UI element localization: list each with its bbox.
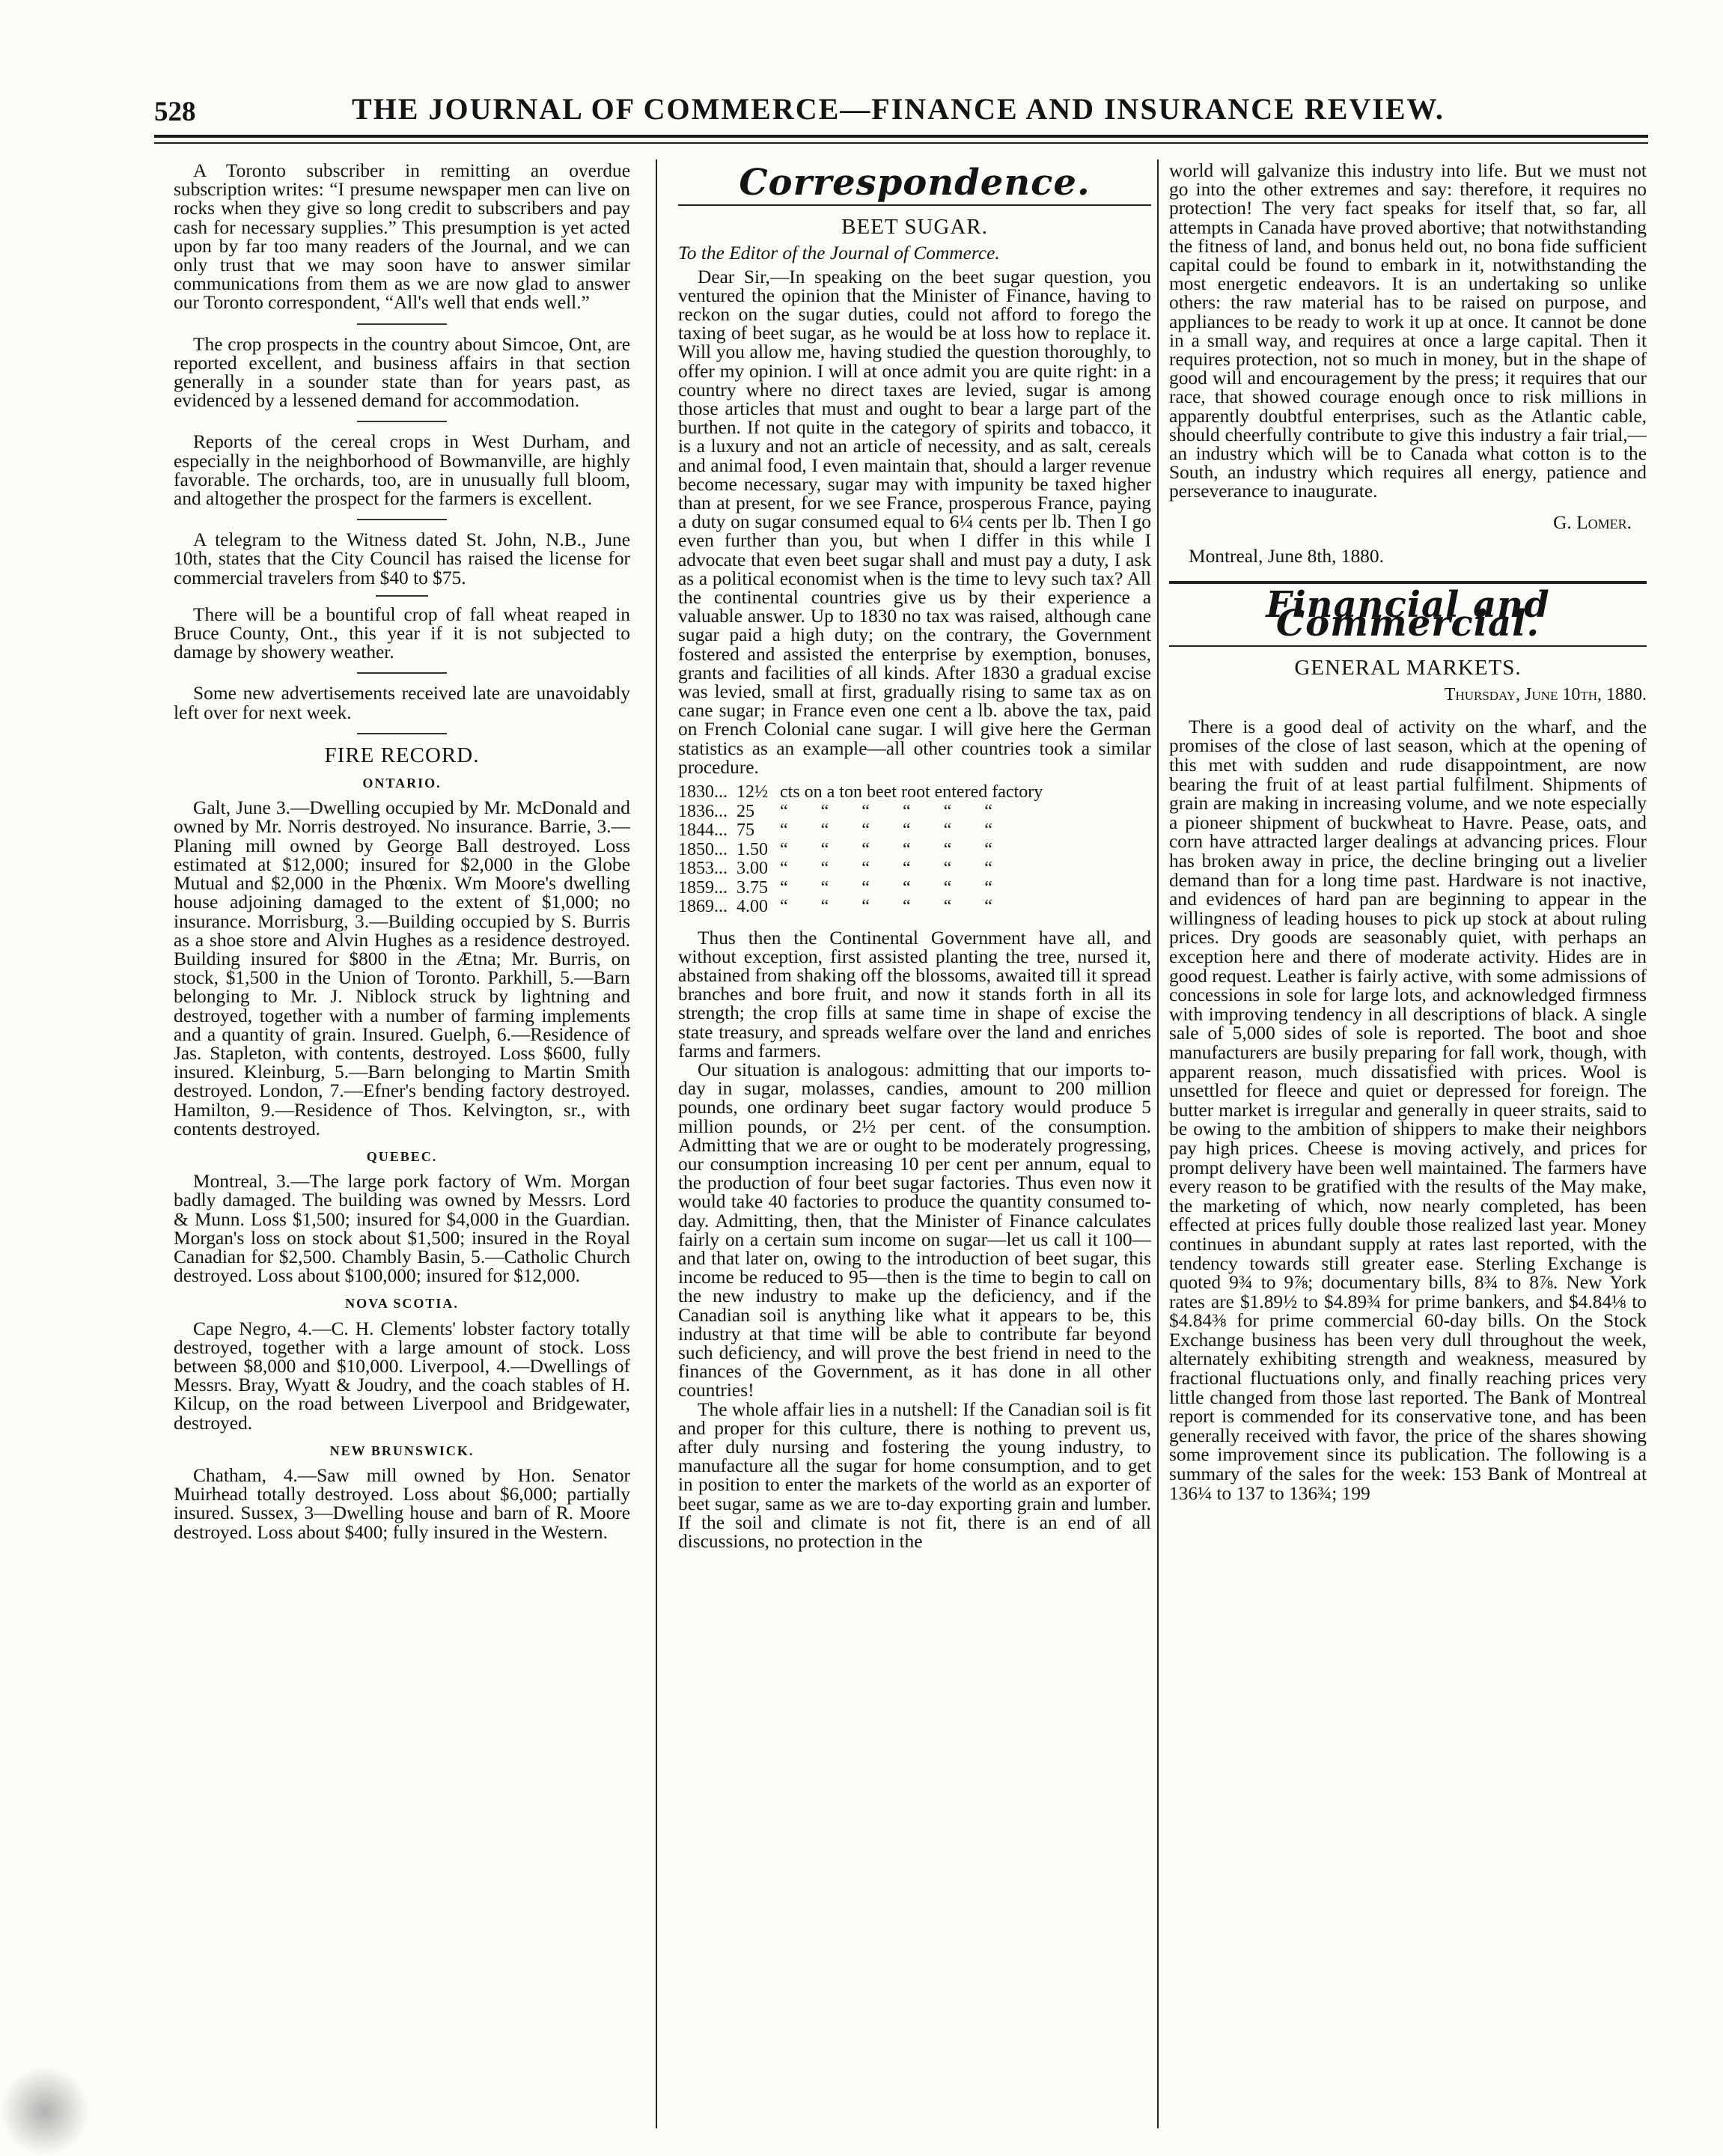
durham-crop-note: Reports of the cereal crops in West Durham, and especially in the neighborhood of Bowmanville, are highly favorable. The orchards, too, are in unusually full bloom, and altogether the prospect for the farmers is excellent. <box>174 431 630 510</box>
beet-sugar-continued: world will galvanize this industry into life. But we must not go into the other extremes and say: therefore, it requires no protection! The very fact speaks for itself that, so far, all attempts in Canada have proved abortive; that notwithstanding the fitness of land, and bonus held out, no bona fide sufficient capital could be found to embark in it, notwithstanding the most energetic endeavors. It is an undertaking so unlike others: the raw material has to be raised on purpose, and appliances to be ready to work it up at once. It cannot be done in a small way, and requires at once a large capital. Then it requires protection, not so much in money, but in the shape of good will and encouragement by the press; it requires that our race, that showed courage enough once to risk millions in apparently doubtful enterprises, such as the Atlantic cable, should cheerfully contribute to give this industry a fair trial,—an industry which will be to Canada what cotton is to the South, an industry which requires all energy, patience and perseverance to inaugurate. <box>1169 162 1647 502</box>
column-divider-right <box>1157 159 1159 2128</box>
masthead-title: THE JOURNAL OF COMMERCE—FINANCE AND INSURANCE REVIEW. <box>352 92 1445 126</box>
correspondence-title: Correspondence. <box>739 162 1091 204</box>
german-statistics-table <box>678 783 1151 917</box>
fire-record-heading: FIRE RECORD. <box>324 743 480 767</box>
column-middle <box>678 162 1151 2123</box>
nova-scotia-fire-text: Cape Negro, 4.—C. H. Clements' lobster factory totally destroyed, together with a large amount of stock. Loss between $8,000 and $10,000. Liverpool, 4.—Dwellings of Messrs. Bray, Wyatt & Joudry, and the coach stables of H. Kilcup, on the road between Liverpool and Bridgewater, destroyed. <box>174 1318 630 1434</box>
markets-date: Thursday, June 10th, 1880. <box>1444 684 1647 704</box>
table-row: 1850... 1.50 “ “ “ “ “ “ <box>678 839 992 859</box>
section-rule <box>678 204 1151 206</box>
beet-sugar-paragraph-2: Thus then the Continental Government have all, and without exception, first assisted planting the tree, nursed it, abstained from shaking off the blossoms, awaited till it spread branches and bore fruit, and now it stands forth in all its strength; the crop fills at same time in shape of excise the state treasury, and spreads welfare over the land and enriches farms and farmers. <box>678 927 1151 1062</box>
bruce-wheat-note: There will be a bountiful crop of fall wheat reaped in Bruce County, Ont., this year if it is not subjected to damage by showery weather. <box>174 603 630 663</box>
separator <box>376 595 428 597</box>
financial-commercial-title: Financial and Commercial. <box>1266 584 1550 645</box>
table-row: 1836... 25 “ “ “ “ “ “ <box>678 801 992 821</box>
column-left <box>174 162 630 2123</box>
simcoe-crop-note: The crop prospects in the country about Simcoe, Ont, are reported excellent, and business affairs in that section generally in a sounder state than for years past, as evidenced by a lessened demand for accommodation. <box>174 333 630 412</box>
letter-signature: G. Lomer. <box>1553 511 1632 533</box>
separator <box>357 421 447 422</box>
telegram-note: A telegram to the Witness dated St. John, N.B., June 10th, states that the City Council has raised the license for commercial travelers from $40 to $75. <box>174 529 630 588</box>
page-smudge <box>0 2066 90 2156</box>
quebec-heading: QUEBEC. <box>366 1148 438 1164</box>
page-number: 528 <box>154 97 196 127</box>
masthead-rule-top <box>154 135 1648 138</box>
subscriber-note: A Toronto subscriber in remitting an overdue subscription writes: “I presume newspaper men can live on rocks when they give so long credit to subscribers and pay cash for necessary supplies.” This presumption is yet acted upon by far too many readers of the Journal, and we can only trust that we may soon have to answer similar communications from them as we are now glad to answer our Toronto correspondent, “All's well that ends well.” <box>174 162 630 314</box>
ontario-fire-text: Galt, June 3.—Dwelling occupied by Mr. McDonald and owned by Mr. Norris destroyed. No insurance. Barrie, 3.—Planing mill owned by George Ball destroyed. Loss estimated at $12,000; insured for $2,000 in the Globe Mutual and $2,000 in the Phœnix. Wm Moore's dwelling house adjoining damaged to the extent of $1,000; no insurance. Morrisburg, 3.—Building occupied by S. Burris as a shoe store and Alvin Hughes as a residence destroyed. Building insured for $800 in the Ætna; Mr. Burris, on stock, $1,500 in the Union of Toronto. Parkhill, 5.—Barn belonging to Mr. J. Niblock struck by lightning and destroyed, together with a number of farming implements and a quantity of grain. Insured. Guelph, 6.—Residence of Jas. Stapleton, with contents, destroyed. Loss $600, fully insured. Kleinburg, 5.—Barn belonging to Martin Smith destroyed. London, 7.—Efner's bending factory destroyed. Hamilton, 9.—Residence of Thos. Kelvington, sr., with contents destroyed. <box>174 797 630 1139</box>
table-row: 1844... 75 “ “ “ “ “ “ <box>678 820 992 841</box>
section-rule <box>1169 645 1647 647</box>
separator <box>357 323 447 325</box>
to-editor-line: To the Editor of the Journal of Commerce. <box>678 243 1000 264</box>
ontario-heading: ONTARIO. <box>362 776 442 791</box>
general-markets-text: There is a good deal of activity on the wharf, and the promises of the close of last season, which at the opening of this met with sudden and rude disappointment, are now bearing the fruit of at least partial fulfilment. Shipments of grain are making in increasing volume, and we note especially a pioneer shipment of buckwheat to Havre. Pease, oats, and corn have attracted larger dealings at advancing prices. Flour has broken away in price, the decline bringing out a livelier demand than for a long time past. Hardware is not inactive, and evidences of hard pan are beginning to appear in the willingness of leading houses to pick up stock at about ruling prices. Dry goods are seasonably quiet, with perhaps an exception here and there of moderate activity. Hides are in good request. Leather is fairly active, with some admissions of concessions in sole for large lots, and acknowledged firmness with improving tendency in all descriptions of black. A single sale of 5,000 sides of sole is reported. The boot and shoe manufacturers are busily preparing for fall work, though, with apparent reason, much dissatisfied with prices. Wool is unsettled for fleece and quiet or depressed for foreign. The butter market is irregular and generally in queer straits, said to be owing to the ambition of shippers to make their neighbors pay high prices. Cheese is moving actively, and prices for prompt delivery have been well maintained. The farmers have every reason to be gratified with the results of the May make, the marketing of which, now nearly completed, has been effected at prices fully double those realized last year. Money continues in abundant supply at rates last reported, with the tendency towards still greater ease. Sterling Exchange is quoted 9¾ to 9⅞; documentary bills, 8¾ to 8⅞. New York rates are $1.89½ to $4.89¾ for prime bankers, and $4.84⅛ to $4.84⅜ for prime commercial 60-day bills. On the Stock Exchange business has been very dull throughout the week, alternately exhibiting strength and weakness, measured by fractional fluctuations only, and finally reaching prices very little changed from those last reported. The Bank of Montreal report is commended for its conservative tone, and has been generally received with favor, the price of the shares showing some improvement since its publication. The following is a summary of the sales for the week: 153 Bank of Montreal at 136¼ to 137 to 136¾; 199 <box>1169 716 1647 1504</box>
beet-sugar-paragraph-3: Our situation is analogous: admitting that our imports to-day in sugar, molasses, candies, amount to 200 million pounds, one ordinary beet sugar factory would produce 5 million pounds, or 2½ per cent. of the consumption. Admitting that we are or ought to be moderately progressing, our consumption increasing 10 per cent per annum, equal to the production of four beet sugar factories. Thus even now it would take 40 factories to produce the quantity consumed to-day. Admitting, then, that the Minister of Finance calculates fairly on a certain sum income on sugar—let us call it 100—and that later on, owing to the introduction of beet sugar, this income be reduced to 95—then is the time to begin to call on the new industry to make up the deficiency, and if the Canadian soil is anything like what it appears to be, this industry at that time will be able to contribute far beyond such deficiency, and will prove the best friend in need to the finances of the Government, as it has done in all other countries! <box>678 1059 1151 1401</box>
separator <box>357 519 447 520</box>
new-brunswick-heading: NEW BRUNSWICK. <box>329 1443 475 1458</box>
column-right <box>1169 162 1647 2123</box>
table-row: 1859... 3.75 “ “ “ “ “ “ <box>678 877 992 898</box>
quebec-fire-text: Montreal, 3.—The large pork factory of Wm. Morgan badly damaged. The building was owned by Messrs. Lord & Munn. Loss $1,500; insured for $4,000 in the Guardian. Morgan's loss on stock about $1,500; insured in the Royal Canadian for $2,500. Chambly Basin, 5.—Catholic Church destroyed. Loss about $100,000; insured for $12,000. <box>174 1171 630 1287</box>
table-row: 1869... 4.00 “ “ “ “ “ “ <box>678 897 992 917</box>
masthead-rule-bottom <box>154 142 1648 144</box>
general-markets-heading: GENERAL MARKETS. <box>1294 656 1522 680</box>
advertisements-note: Some new advertisements received late are unavoidably left over for next week. <box>174 683 630 723</box>
table-row: 1853... 3.00 “ “ “ “ “ “ <box>678 859 992 879</box>
beet-sugar-paragraph-1: Dear Sir,—In speaking on the beet sugar question, you ventured the opinion that the Minister of Finance, having to reckon on the sugar duties, could not afford to forego the taxing of beet sugar, as he would be at loss how to replace it. Will you allow me, having studied the question thoroughly, to offer my opinion. I will at once admit you are quite right: in a country where no direct taxes are levied, sugar is among those articles that must and ought to bear a large part of the burthen. If not quite in the category of spirits and tobacco, it is a luxury and not an article of necessity, and as salt, cereals and animal food, I even maintain that, should a larger revenue become necessary, sugar may with impunity be taxed higher than at present, for we see France, prosperous France, paying a duty on sugar consumed equal to 6¼ cents per lb. Then I go even further than you, but when I differ in this while I advocate that even beet sugar shall and must pay a duty, I ask as a political economist when is the time to levy such tax? All the continental countries give us by their experience a valuable answer. Up to 1830 no tax was raised, although cane sugar paid a high duty; on the contrary, the Government fostered and assisted the enterprise by exemption, bonuses, grants and facilities of all kinds. After 1830 a gradual excise was levied, small at first, gradually rising to same tax as on cane sugar; in France even one cent a lb. above the tax, paid on French Colonial cane sugar. I will give here the German statistics as an example—all other countries took a similar procedure. <box>678 266 1151 778</box>
nova-scotia-heading: NOVA SCOTIA. <box>345 1296 459 1312</box>
beet-sugar-paragraph-4: The whole affair lies in a nutshell: If the Canadian soil is fit and proper for this culture, there is nothing to prevent us, after duly nursing and fostering the young industry, to manufacture all the sugar for home consumption, and to get in position to enter the markets of the world as an exporter of beet sugar, same as we are to-day exporting grain and lumber. If the soil and climate is not fit, there is an end of all discussions, no protection in the <box>678 1398 1151 1553</box>
separator <box>357 672 447 674</box>
beet-sugar-heading: BEET SUGAR. <box>841 215 988 240</box>
separator <box>357 733 447 734</box>
table-row: 1830... 12½ cts on a ton beet root entered factory <box>678 782 1043 803</box>
column-divider-left <box>656 159 657 2128</box>
letter-place-date: Montreal, June 8th, 1880. <box>1189 545 1384 567</box>
new-brunswick-fire-text: Chatham, 4.—Saw mill owned by Hon. Senator Muirhead totally destroyed. Loss about $6,000; partially insured. Sussex, 3—Dwelling house and barn of R. Moore destroyed. Loss about $400; fully insured in the Western. <box>174 1464 630 1543</box>
